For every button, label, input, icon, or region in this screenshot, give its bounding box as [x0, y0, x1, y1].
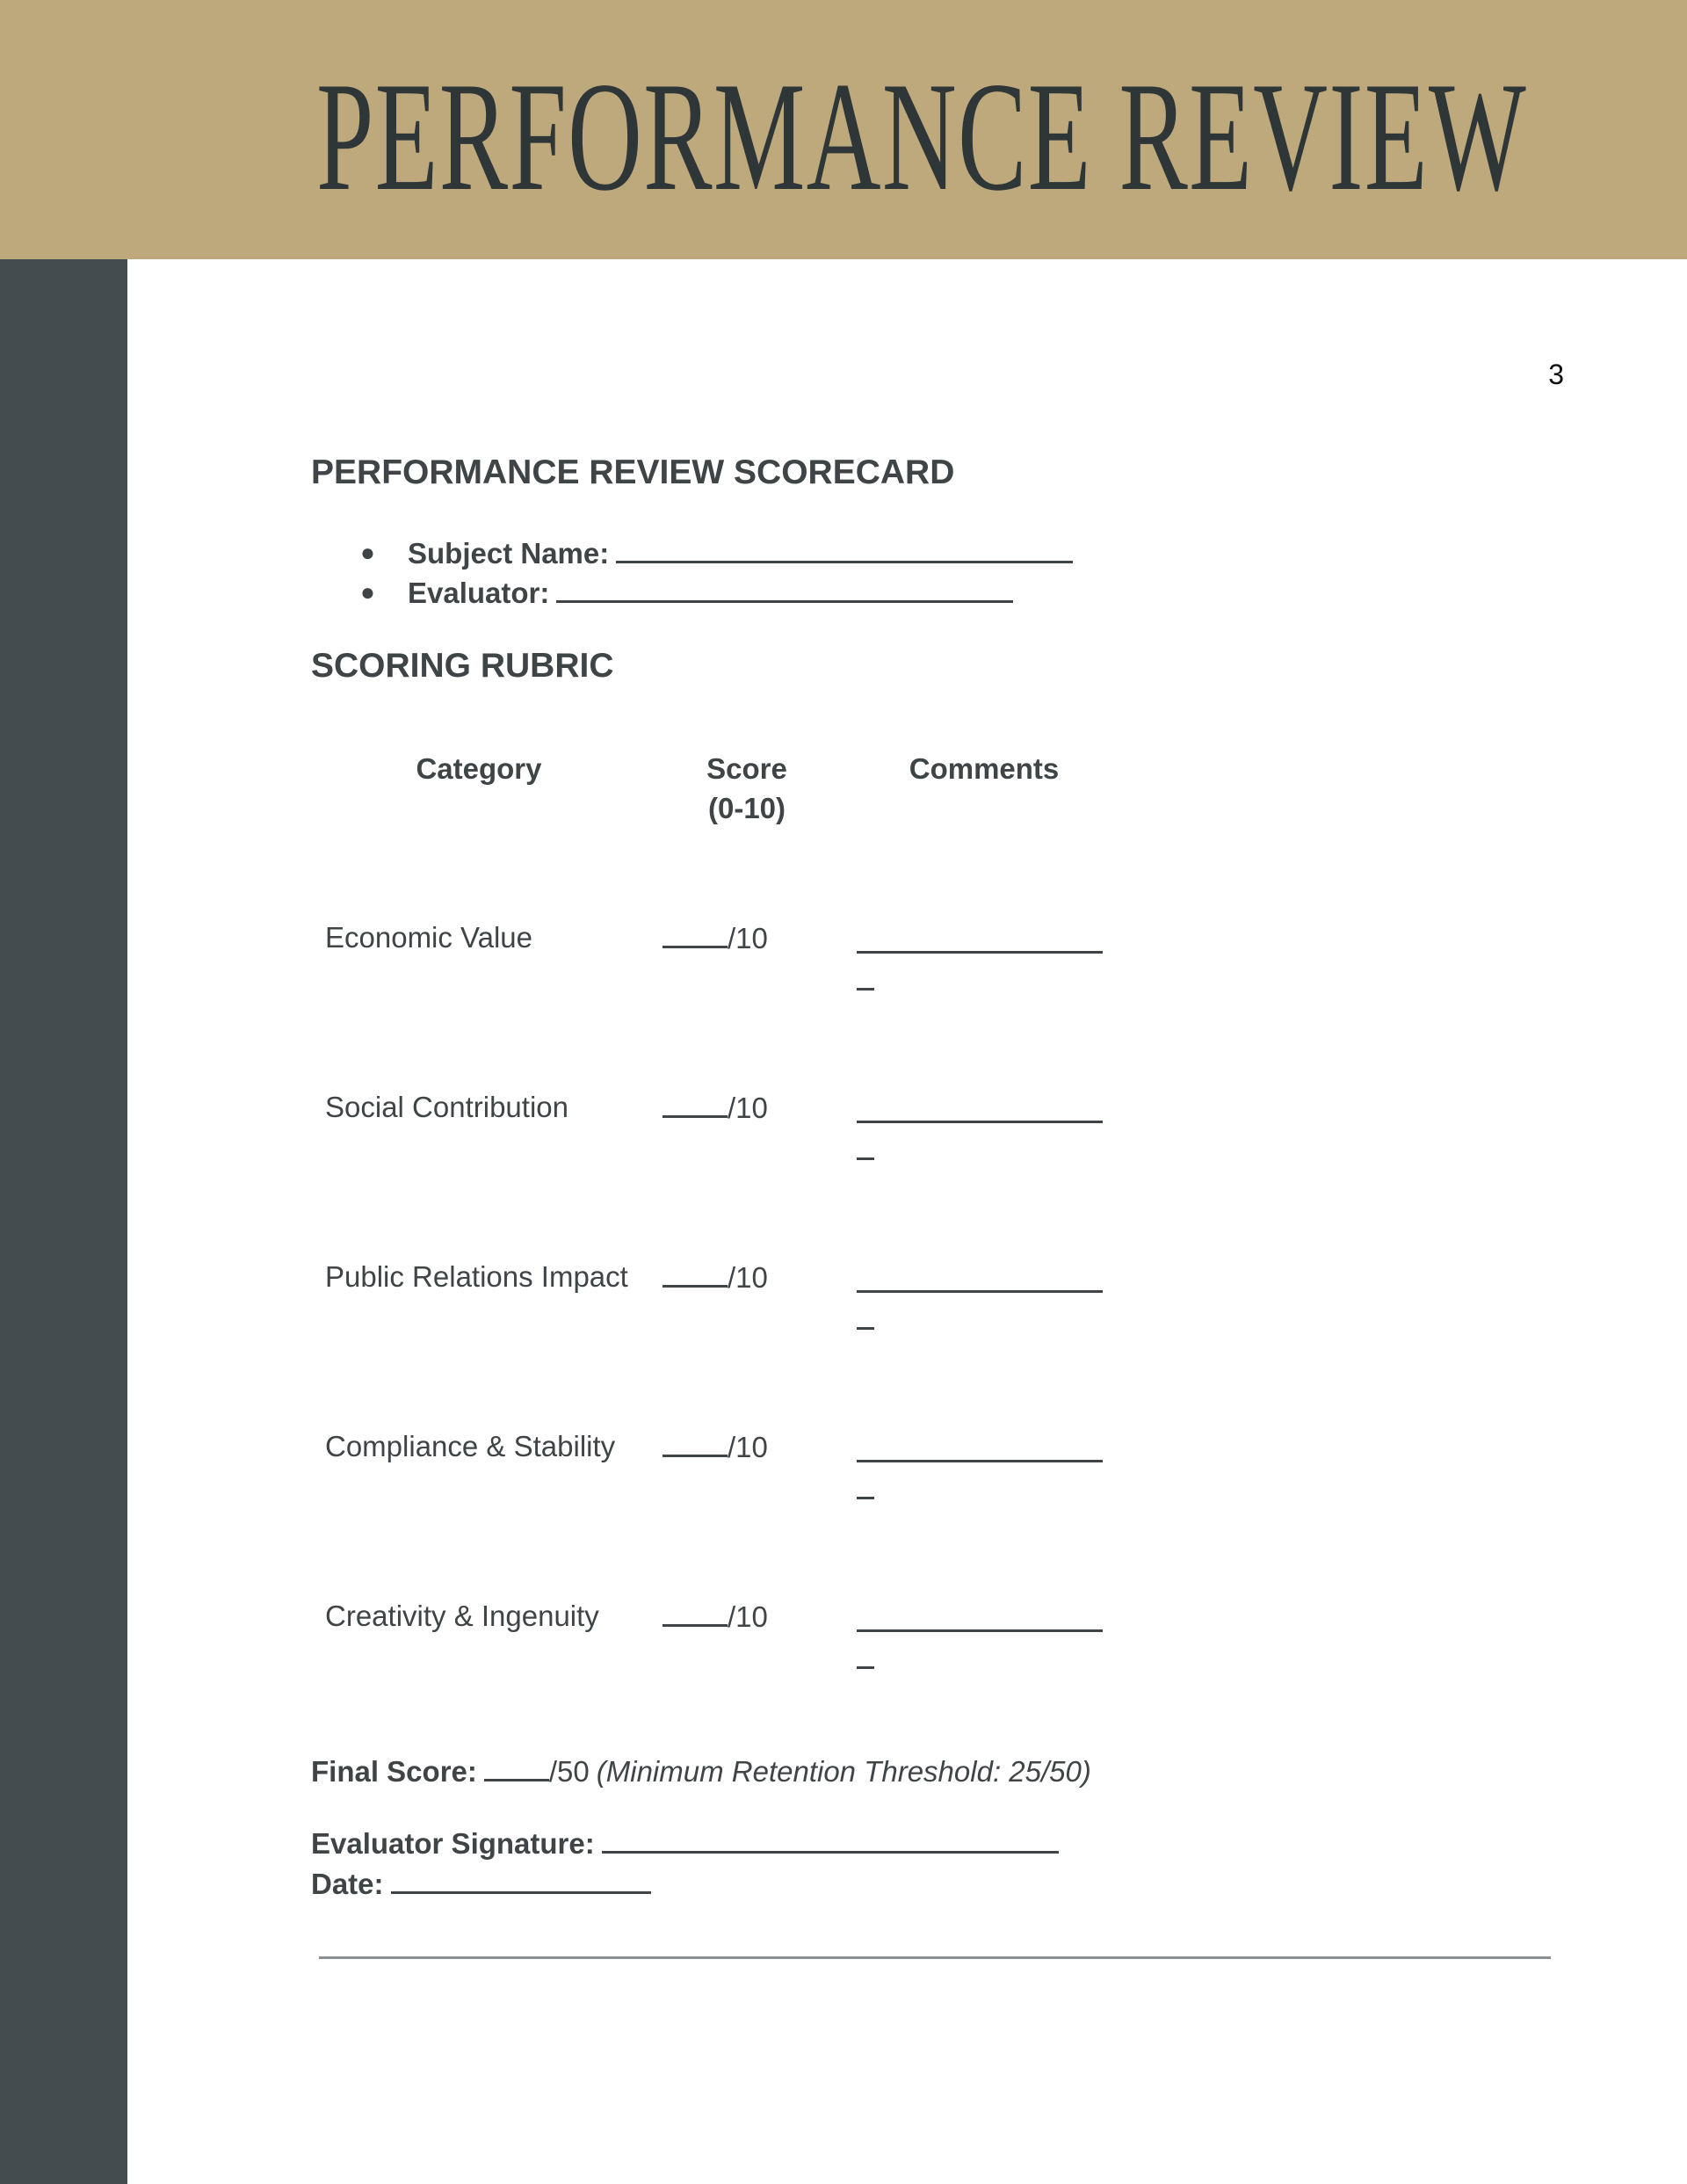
comment-blank[interactable]: [857, 1290, 1103, 1293]
score-blank[interactable]: [662, 1087, 728, 1118]
score-suffix: /10: [728, 922, 768, 954]
banner-title: PERFORMANCE REVIEW: [316, 49, 1528, 223]
score-blank[interactable]: [662, 1426, 728, 1457]
rubric-row: [0, 1596, 1687, 1763]
score-blank[interactable]: [662, 1596, 728, 1627]
rubric-row: [0, 1257, 1687, 1424]
date-field: [311, 1863, 1059, 1904]
category-label: Compliance & Stability: [325, 1430, 616, 1462]
comment-blank[interactable]: [857, 1629, 1103, 1632]
category-label: Creativity & Ingenuity: [325, 1600, 599, 1632]
score-header-line2: (0-10): [707, 792, 786, 824]
date-blank[interactable]: [391, 1863, 651, 1894]
score-field[interactable]: [662, 1596, 768, 1636]
bullet-icon: ●: [360, 539, 375, 566]
comment-blank-continuation: [857, 1327, 874, 1330]
final-score-blank[interactable]: [484, 1751, 549, 1781]
score-field[interactable]: [662, 1426, 768, 1467]
score-suffix: /10: [728, 1261, 768, 1294]
header-banner: [0, 0, 1687, 259]
evaluator-signature-blank[interactable]: [602, 1823, 1059, 1854]
evaluator-signature-field: [311, 1823, 1059, 1863]
score-field[interactable]: [662, 1087, 768, 1128]
final-score-label: Final Score:: [311, 1755, 477, 1788]
subject-name-label: Subject Name:: [408, 537, 610, 570]
scorecard-fields: [311, 533, 1073, 612]
bullet-icon: ●: [360, 578, 375, 606]
evaluator-blank[interactable]: [556, 572, 1013, 603]
evaluator-field: [311, 572, 1073, 612]
evaluator-label: Evaluator:: [408, 577, 550, 609]
evaluator-signature-label: Evaluator Signature:: [311, 1827, 595, 1860]
score-blank[interactable]: [662, 918, 728, 948]
rubric-row: [0, 1087, 1687, 1254]
column-header-comments: Comments: [909, 752, 1060, 785]
category-label: Social Contribution: [325, 1091, 568, 1123]
final-score: [311, 1751, 1091, 1791]
retention-threshold-note: (Minimum Retention Threshold: 25/50): [596, 1755, 1091, 1788]
subject-name-field: [311, 533, 1073, 572]
category-label: Economic Value: [325, 921, 533, 954]
score-blank[interactable]: [662, 1257, 728, 1288]
comment-blank[interactable]: [857, 951, 1103, 954]
comment-blank-continuation: [857, 1157, 874, 1160]
comment-blank[interactable]: [857, 1460, 1103, 1462]
subject-name-blank[interactable]: [616, 533, 1073, 563]
score-header-line1: Score: [706, 752, 787, 785]
score-field[interactable]: [662, 918, 768, 958]
rubric-row: [0, 918, 1687, 1085]
date-label: Date:: [311, 1868, 384, 1900]
scorecard-heading: PERFORMANCE REVIEW SCORECARD: [311, 453, 955, 491]
column-header-category: Category: [416, 752, 542, 785]
comment-blank[interactable]: [857, 1121, 1103, 1123]
rubric-heading: SCORING RUBRIC: [311, 647, 614, 685]
divider-line: [319, 1956, 1551, 1959]
score-suffix: /10: [728, 1600, 768, 1633]
column-header-score: [685, 749, 808, 828]
score-suffix: /10: [728, 1092, 768, 1124]
comment-blank-continuation: [857, 1497, 874, 1499]
score-suffix: /10: [728, 1431, 768, 1463]
comment-blank-continuation: [857, 988, 874, 990]
category-label: Public Relations Impact: [325, 1260, 628, 1293]
comment-blank-continuation: [857, 1666, 874, 1669]
final-score-suffix: /50: [548, 1755, 590, 1788]
signature-block: [311, 1823, 1059, 1904]
rubric-row: [0, 1426, 1687, 1593]
page-number: 3: [1548, 359, 1564, 390]
score-field[interactable]: [662, 1257, 768, 1297]
